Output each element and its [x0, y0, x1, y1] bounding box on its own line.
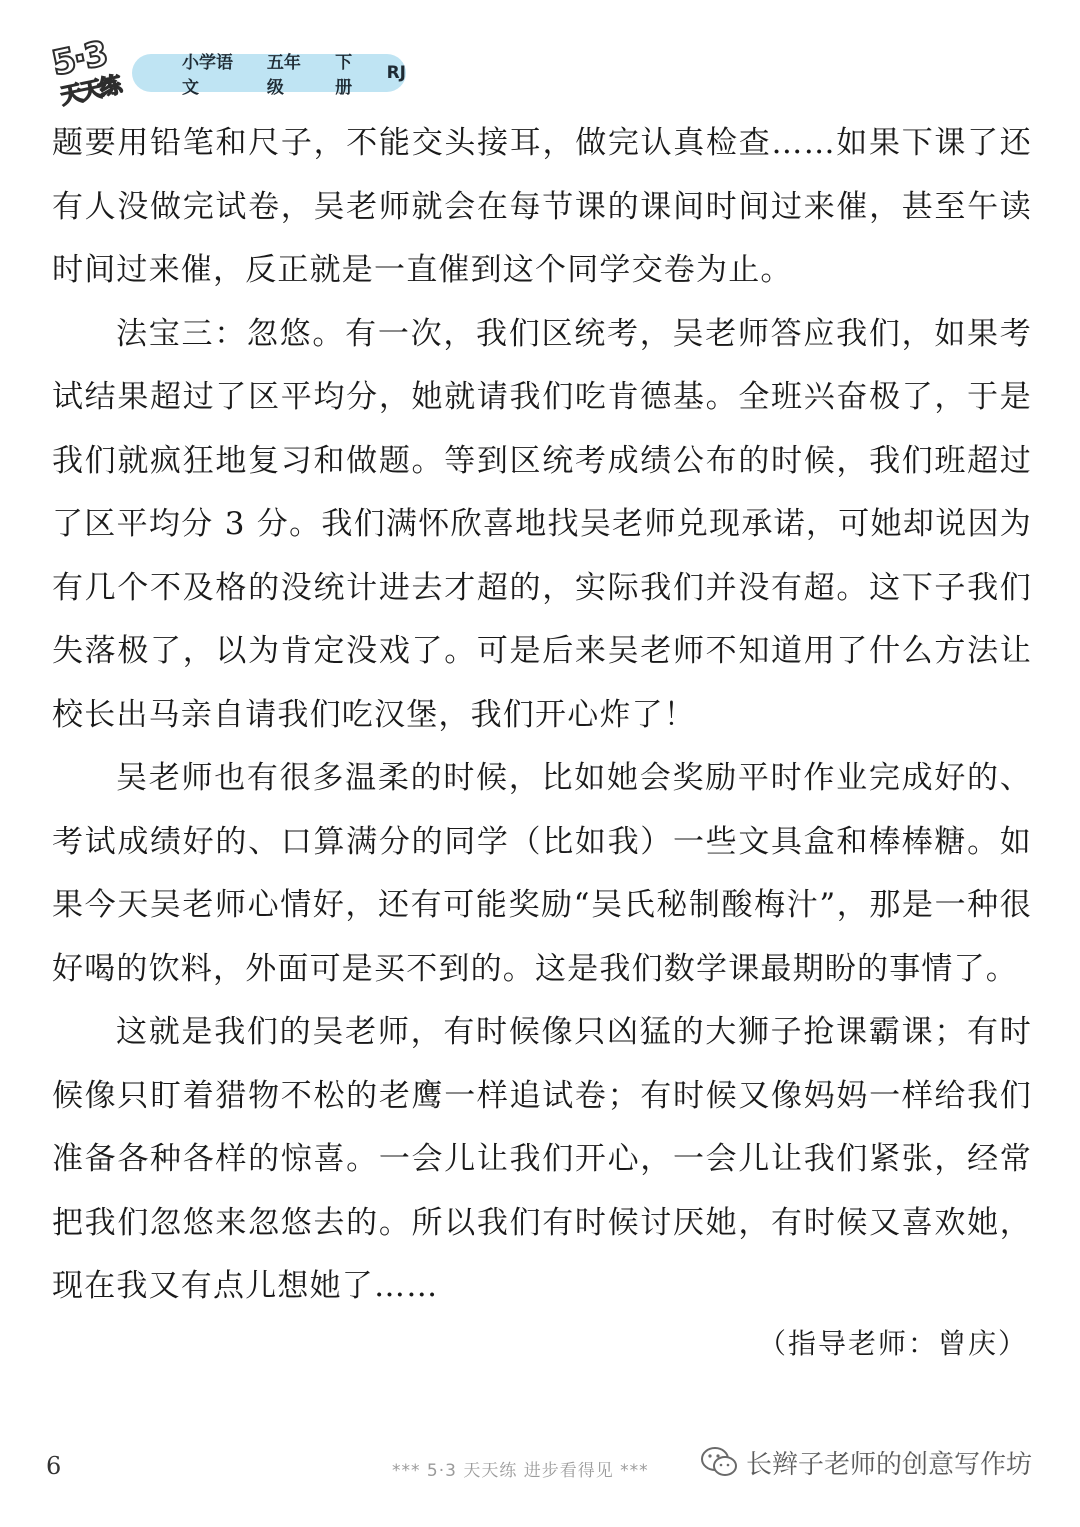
- advisor-signature: （指导老师：曾庆）: [757, 1327, 1028, 1360]
- article-body: [52, 112, 1032, 1319]
- paragraph: 法宝三：忽悠。有一次，我们区统考，吴老师答应我们，如果考试结果超过了区平均分，她就请我们吃肯德基。全班兴奋极了，于是我们就疯狂地复习和做题。等到区统考成绩公布的时候，我们班超过了区平均分 3 分。我们满怀欣喜地找吴老师兑现承诺，可她却说因为有几个不及格的没统计进去才超的，实际我们并没有超。这下子我们失落极了，以为肯定没戏了。可是后来吴老师不知道用了什么方法让校长出马亲自请我们吃汉堡，我们开心炸了！: [52, 315, 1032, 733]
- subject-label: 小学语文: [182, 53, 233, 98]
- book-info-badge: [132, 53, 406, 98]
- wechat-watermark: [700, 1440, 1032, 1484]
- page-header: [40, 30, 440, 110]
- watermark-text: 长辫子老师的创意写作坊: [746, 1449, 1033, 1480]
- paragraph: 吴老师也有很多温柔的时候，比如她会奖励平时作业完成好的、考试成绩好的、口算满分的同学（比如我）一些文具盒和棒棒糖。如果今天吴老师心情好，还有可能奖励“吴氏秘制酸梅汁”，那是一种很好喝的饮料，外面可是买不到的。这是我们数学课最期盼的事情了。: [52, 760, 1032, 987]
- edition-label: RJ: [386, 63, 406, 83]
- paragraph-continued: 题要用铅笔和尺子，不能交头接耳，做完认真检查……如果下课了还有人没做完试卷，吴老师就会在每节课的课间时间过来催，甚至午读时间过来催，反正就是一直催到这个同学交卷为止。: [52, 125, 1032, 288]
- wechat-icon: [700, 1445, 738, 1479]
- logo-subtext: 天天练: [58, 72, 123, 110]
- logo-text: 5·3: [48, 33, 110, 85]
- footer-slogan: *** 5·3 天天练 进步看得见 ***: [392, 1461, 649, 1481]
- paragraph: 这就是我们的吴老师，有时候像只凶猛的大狮子抢课霸课；有时候像只盯着猎物不松的老鹰一样追试卷；有时候又像妈妈一样给我们准备各种各样的惊喜。一会儿让我们开心，一会儿让我们紧张，经常把我们忽悠来忽悠去的。所以我们有时候讨厌她，有时候又喜欢她，现在我又有点儿想她了……: [52, 1014, 1032, 1304]
- volume-label: 下册: [335, 53, 353, 98]
- grade-label: 五年级: [266, 53, 301, 98]
- page-number: 6: [46, 1452, 62, 1480]
